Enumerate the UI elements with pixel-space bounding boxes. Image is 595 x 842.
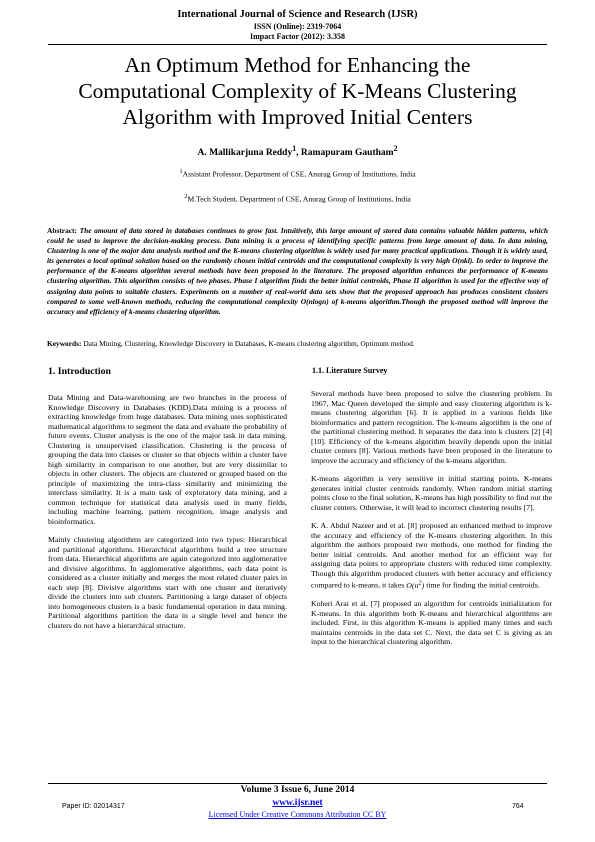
body-text: time for finding the initial centroids. bbox=[424, 580, 540, 590]
author-affiliation-marker: 2 bbox=[393, 144, 398, 153]
author-affiliation-marker: 1 bbox=[292, 144, 297, 153]
footer-paper-id: Paper ID: 02014317 bbox=[62, 803, 125, 810]
complexity-math-exponent: 2 bbox=[418, 579, 422, 586]
affiliation bbox=[0, 168, 595, 179]
abstract-label: Abstract: bbox=[47, 226, 77, 235]
affiliation bbox=[0, 193, 595, 204]
body-text: K. A. Abdul Nazeer and et al. [8] proposed an enhanced method to improve the accuracy and efficiency of the K-means clustering algorithm. In this algorithm the authors proposed two methods, one method for finding the better initial centroids. And another method for an efficient way for assigning data points to appropriate clusters with reduced time complexity. Though this algorithm produced clusters with better accuracy and efficiency compared to k-means, it takes bbox=[311, 521, 552, 590]
body-paragraph bbox=[311, 521, 552, 590]
author-separator: , bbox=[296, 148, 301, 159]
affiliation-marker: 1 bbox=[179, 168, 183, 175]
author-name: A. Mallikarjuna Reddy bbox=[197, 148, 293, 159]
keywords bbox=[47, 339, 548, 349]
paper-title-line: Computational Complexity of K-Means Clustering bbox=[78, 79, 517, 103]
section-heading-introduction: 1. Introduction bbox=[48, 366, 111, 377]
footer-page-number: 764 bbox=[512, 803, 524, 810]
footer-volume: Volume 3 Issue 6, June 2014 bbox=[240, 785, 355, 795]
complexity-math-close: ) bbox=[421, 580, 425, 590]
journal-name: International Journal of Science and Research (IJSR) bbox=[177, 9, 418, 20]
paper-title bbox=[30, 52, 565, 130]
complexity-math bbox=[406, 581, 424, 590]
body-paragraph: Koheri Arai et al. [7] proposed an algorithm for centroids initialization for K-means. In this algorithm both K-means and hierarchical algorithms are included. First, in this algorithm K-means is applied many times and each maintains centroids in the data set C. Next, the data set C is giving as an input to the hierarchical clustering algorithm. bbox=[311, 599, 552, 647]
footer-journal-link[interactable]: www.ijsr.net bbox=[272, 798, 323, 808]
complexity-math-base: O(n bbox=[406, 580, 419, 590]
journal-issn: ISSN (Online): 2319-7064 bbox=[253, 22, 342, 31]
journal-impact-factor: Impact Factor (2012): 3.358 bbox=[250, 32, 345, 41]
body-paragraph: K-means algorithm is very sensitive in initial starting points. K-means generates initial cluster centroids randomly. When random initial starting points close to the final solution, K-means has high possibility to find out the cluster centers. Otherwise, it will lead to incorrect clustering results [7]. bbox=[311, 474, 552, 512]
footer-license-link[interactable]: Licensed Under Creative Commons Attribution CC BY bbox=[208, 810, 387, 819]
affiliation-text: Assistant Professor, Department of CSE, Anurag Group of Institutions, India bbox=[182, 169, 416, 179]
header-divider bbox=[48, 44, 547, 45]
affiliation-marker: 2 bbox=[184, 193, 188, 200]
body-paragraph: Data Mining and Data-warehousing are two branches in the process of Knowledge Discovery in Databases (KDD).Data mining is a process of extracting knowledge from huge databases. Data mining uses sophisticated mathematical algorithms to segment the data and evaluate the probability of future events. Cluster analysis is the one of the major task in data mining. Clustering is unsupervised classification. Clustering is the process of grouping the data into classes or cluster so that objects within a cluster have high similarity in comparison to one another, but are very dissimilar to objects in other clusters. The objects are clustered or grouped based on the principle of maximizing the intra-class similarity and minimizing the interclass similarity. It is a main task of exploratory data mining, and a common technique for statistical data analysis used in many fields, including machine learning, pattern recognition, image analysis and bioinformatics. bbox=[48, 393, 287, 526]
body-paragraph: Mainly clustering algorithms are categorized into two types: Hierarchical and partitional algorithms. Hierarchical algorithms build a tree structure from data. Hierarchical algorithms are again categorized into agglomerative and divisive algorithms. In agglomerative algorithms, each data point is considered as a cluster initially and merges the most related cluster pairs in each step [8]. Divisive algorithms start with one cluster and iteratively divide the clusters into sub clusters. Partitioning a large dataset of objects into homogeneous clusters is a basic fundamental operation in data mining. Partitional algorithms partition the data in a single level and hence the clusters do not have a hierarchical structure. bbox=[48, 535, 287, 630]
column-right bbox=[311, 389, 552, 656]
paper-title-line: An Optimum Method for Enhancing the bbox=[124, 53, 471, 77]
abstract-text: The amount of data stored in databases continues to grow fast. Intuitively, this large amount of stored data contains valuable hidden patterns, which could be used to improve the decision-making process. Data mining is a process of identifying specific patterns from large amount of data. In data mining, Clustering is one of the major data analysis method and the K-means clustering algorithm is widely used for many practical applications. Though it is widely used, its generates a local optimal solution based on the randomly chosen initial centroids and the computational complexity is very high O(nkl). In order to improve the performance of the K-means algorithm several methods have been proposed in the literature. The proposed algorithm enhances the performance of K-means clustering algorithm. This algorithm consists of two phases. Phase I algorithm finds the better initial centroids, Phase II algorithm is used for the effective way of assigning data points to suitable clusters. Experiments on a number of real-world data sets show that the proposed approach has produces consistent clusters compared to some well-known methods, reducing the computational complexity O(nlogn) of k-means algorithm.Though the proposed method will improve the accuracy and efficiency of k-means clustering algorithm. bbox=[47, 226, 548, 316]
body-paragraph: Several methods have been proposed to solve the clustering problem. In 1967, Mac Queen developed the simple and easy clustering algorithm is k-means clustering algorithm [6]. It is applied in a various fields like bioinformatics and pattern recognition. The k-means algorithm is the one of the partitional clustering method. It separates the data into k clusters [2] [4] [10]. Efficiency of the k-means algorithm heavily depends upon the initial cluster centers [8]. Various methods have been proposed in the literature to improve the accuracy and efficiency of the k-means algorithm. bbox=[311, 389, 552, 465]
author-list bbox=[0, 144, 595, 158]
abstract bbox=[47, 226, 548, 317]
author-name: Ramapuram Gautham bbox=[300, 148, 394, 159]
keywords-label: Keywords: bbox=[47, 339, 82, 348]
keywords-text: Data Mining, Clustering, Knowledge Discovery in Databases, K-means clustering algorithm, Optimum method. bbox=[81, 339, 415, 348]
affiliation-text: M.Tech Student, Department of CSE, Anurag Group of Institutions, India bbox=[187, 194, 411, 204]
column-left bbox=[48, 393, 287, 639]
subsection-heading-literature-survey: 1.1. Literature Survey bbox=[312, 366, 388, 375]
paper-title-line: Algorithm with Improved Initial Centers bbox=[122, 105, 473, 129]
footer-divider bbox=[48, 783, 547, 784]
